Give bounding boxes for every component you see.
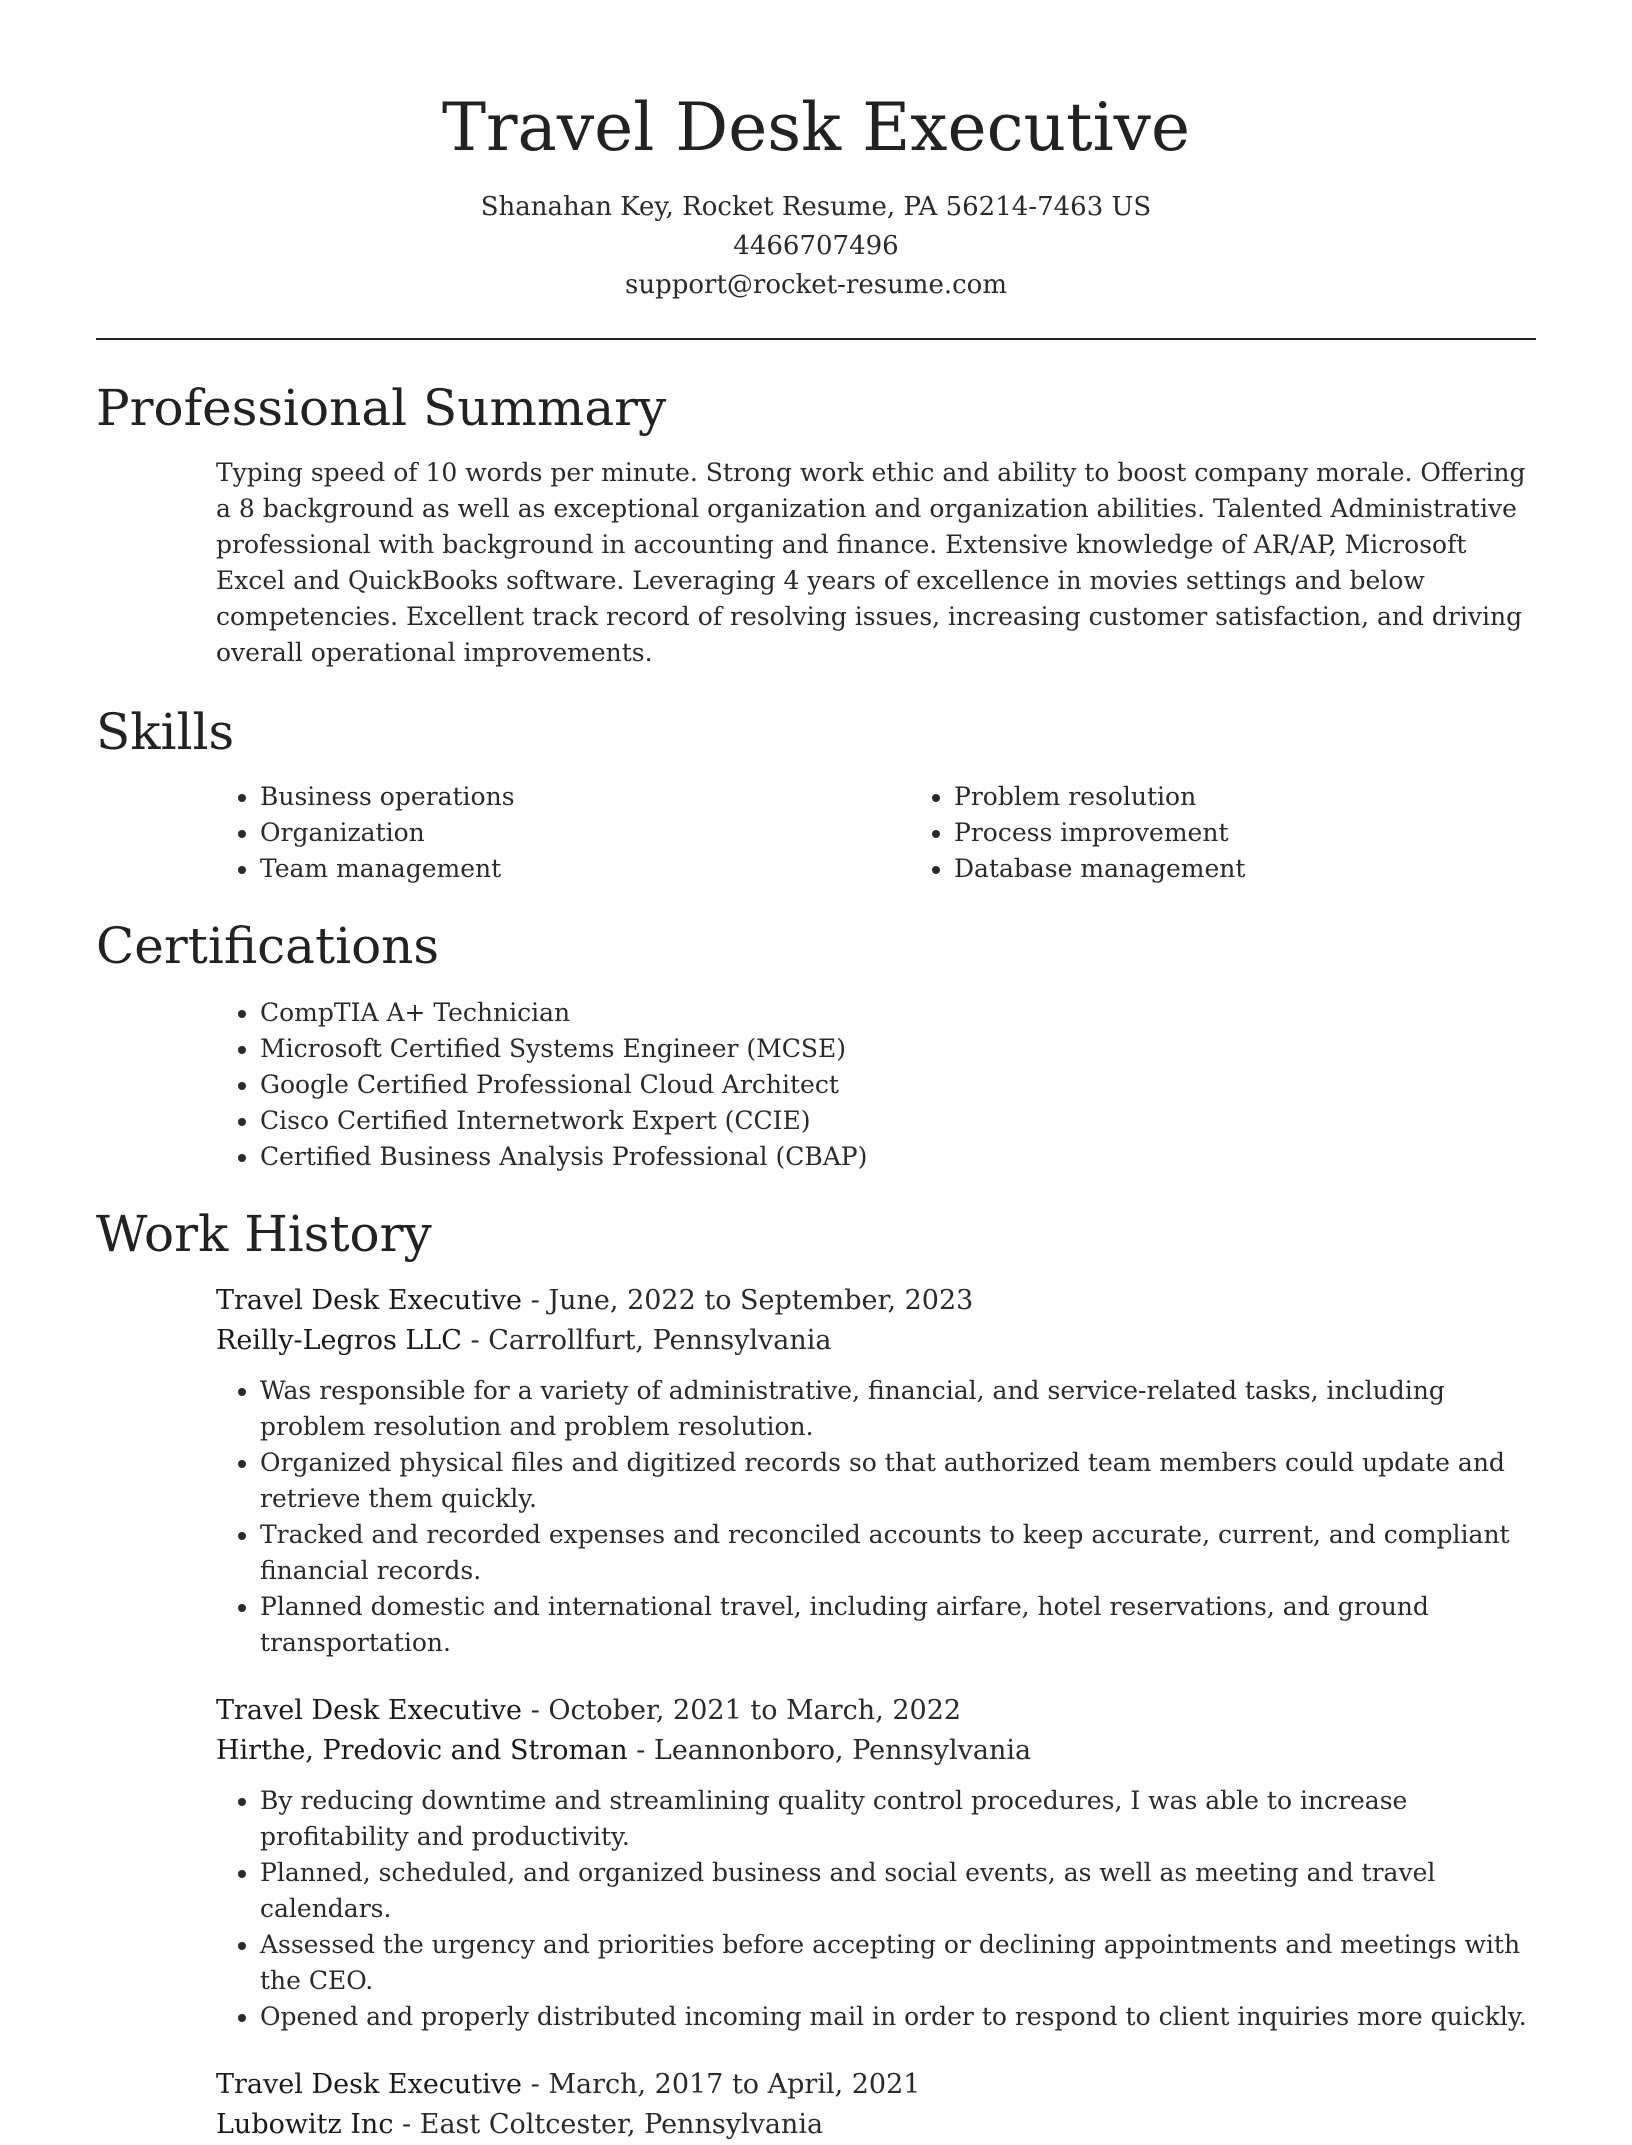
job-duty: • Planned, scheduled, and organized business and social events, as well as meeting and travel calendars.	[260, 1855, 1536, 1927]
job-duty: • By reducing downtime and streamlining quality control procedures, I was able to increase profitability and productivity.	[260, 1783, 1536, 1855]
skills-section	[96, 699, 1536, 887]
summary-heading: Professional Summary	[96, 379, 667, 437]
job-role: Travel Desk Executive	[216, 2069, 523, 2100]
contact-email: support@rocket-resume.com	[624, 270, 1007, 300]
skills-list-right	[910, 779, 1604, 887]
resume-header	[96, 0, 1536, 305]
job-duties-list	[216, 1783, 1536, 2035]
certifications-list	[216, 995, 1536, 1175]
resume-name: Travel Desk Executive	[441, 89, 1191, 166]
job-duties-list	[216, 1373, 1536, 1661]
skill-item: • Problem resolution	[954, 779, 1604, 815]
job-entry	[216, 2065, 1536, 2145]
job-duty: • Assessed the urgency and priorities before accepting or declining appointments and meetings with the CEO.	[260, 1927, 1536, 1999]
job-role: Travel Desk Executive	[216, 1285, 523, 1316]
skills-list-left	[216, 779, 910, 887]
contact-phone: 4466707496	[733, 231, 899, 261]
job-duty: • Planned domestic and international travel, including airfare, hotel reservations, and ground transportation.	[260, 1589, 1536, 1661]
job-title-line	[216, 2065, 1536, 2105]
certification-item: • Google Certified Professional Cloud Architect	[260, 1067, 1536, 1103]
job-dates: - October, 2021 to March, 2022	[522, 1695, 962, 1726]
job-entry	[216, 1281, 1536, 1661]
job-company-line	[216, 1731, 1536, 1771]
summary-section	[96, 375, 1536, 671]
job-dates: - June, 2022 to September, 2023	[522, 1285, 974, 1316]
job-title-line	[216, 1281, 1536, 1321]
job-duty: • Opened and properly distributed incoming mail in order to respond to client inquiries more quickly.	[260, 1999, 1536, 2035]
job-location: - East Coltcester, Pennsylvania	[393, 2109, 824, 2140]
contact-address: Shanahan Key, Rocket Resume, PA 56214-7463 US	[480, 192, 1152, 222]
certification-item: • CompTIA A+ Technician	[260, 995, 1536, 1031]
job-duty: • Was responsible for a variety of administrative, financial, and service-related tasks, including problem resolution and problem resolution.	[260, 1373, 1536, 1445]
contact-block	[96, 188, 1536, 305]
job-title-line	[216, 1691, 1536, 1731]
job-role: Travel Desk Executive	[216, 1695, 523, 1726]
skill-item: • Process improvement	[954, 815, 1604, 851]
job-company-line	[216, 1321, 1536, 1361]
certification-item: • Microsoft Certified Systems Engineer (MCSE)	[260, 1031, 1536, 1067]
header-divider	[96, 338, 1536, 340]
skills-heading: Skills	[96, 703, 235, 761]
job-entry	[216, 1691, 1536, 2035]
skill-item: • Organization	[260, 815, 910, 851]
skills-grid	[216, 779, 1536, 887]
certifications-section	[96, 913, 1536, 1175]
job-company: Lubowitz Inc	[216, 2109, 394, 2140]
job-company: Reilly-Legros LLC	[216, 1325, 462, 1356]
job-dates: - March, 2017 to April, 2021	[522, 2069, 921, 2100]
skill-item: • Team management	[260, 851, 910, 887]
skill-item: • Business operations	[260, 779, 910, 815]
work-history-heading: Work History	[96, 1205, 432, 1263]
certification-item: • Certified Business Analysis Professional (CBAP)	[260, 1139, 1536, 1175]
skill-item: • Database management	[954, 851, 1604, 887]
job-company-line	[216, 2105, 1536, 2145]
summary-text: Typing speed of 10 words per minute. Strong work ethic and ability to boost company morale. Offering a 8 background as well as exceptional organization and organization abilities. Talented Administrative professional with background in accounting and finance. Extensive knowledge of AR/AP, Microsoft Excel and QuickBooks software. Leveraging 4 years of excellence in movies settings and below competencies. Excellent track record of resolving issues, increasing customer satisfaction, and driving overall operational improvements.	[216, 458, 1526, 667]
job-location: - Carrollfurt, Pennsylvania	[461, 1325, 832, 1356]
job-duty: • Tracked and recorded expenses and reconciled accounts to keep accurate, current, and compliant financial records.	[260, 1517, 1536, 1589]
certification-item: • Cisco Certified Internetwork Expert (CCIE)	[260, 1103, 1536, 1139]
certifications-heading: Certifications	[96, 917, 440, 975]
job-location: - Leannonboro, Pennsylvania	[627, 1735, 1032, 1766]
job-duty: • Organized physical files and digitized records so that authorized team members could update and retrieve them quickly.	[260, 1445, 1536, 1517]
work-history-section	[96, 1201, 1536, 2145]
job-company: Hirthe, Predovic and Stroman	[216, 1735, 628, 1766]
